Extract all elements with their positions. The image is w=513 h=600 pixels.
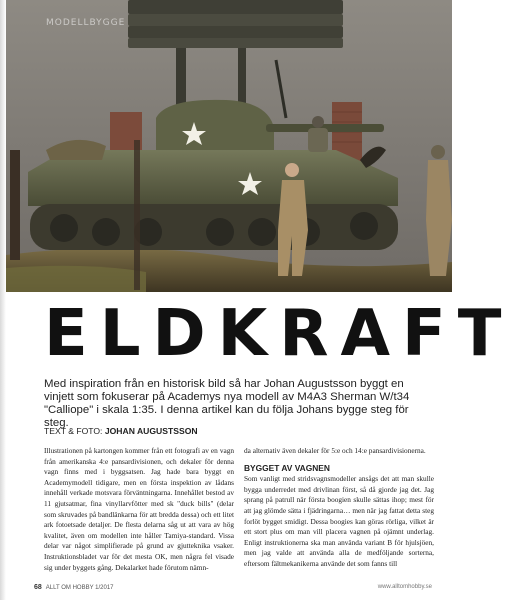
- byline: [44, 426, 198, 436]
- body-column-right: [244, 446, 434, 570]
- byline-author: JOHAN AUGUSTSSON: [104, 426, 198, 436]
- section-heading: BYGGET AV VAGNEN: [244, 462, 330, 473]
- body-column-left: [44, 446, 234, 573]
- byline-label: TEXT & FOTO:: [44, 426, 103, 436]
- page-footer: [34, 584, 114, 591]
- website-url: www.alltomhobby.se: [377, 584, 432, 590]
- body-paragraph-intro: Illustrationen på kartongen kommer från ett fotografi av en vagn från amerikanska 4:e pansardivisionen, och dekaler för denna vagn finns med i byggsatsen. Jag hade bara byggt en Academymodell tidigare, men en första inspektion av lådans innehåll verkade motsvara förväntningarna. Innehållet bestod av 11 gjutsatmar, fina vinyllarvfötter med sk "duck bills" (delar som skruvades på bandlänkarna för att bredda dessa) och ett litet ark fotoetsade detaljer. De flesta delarna såg ut att vara av hög kvalitet, även om modellen inte håller Tamiya-standard. Vissa delar var något simplifierade på grund av gjutteknika vsaker. Instruktionsbladet var för det mesta OK, men några fel visade sig under byggets gång. Dekalarket hade förutom nämn-: [44, 446, 234, 572]
- body-paragraph-build: Som vanligt med stridsvagnsmodeller ansågs det att man skulle bygga underredet med drivlinan först, så då gjorde jag det. Jag sprang på patrull när första boogien skulle sättas ihop; mest för att jag glömde sätta i fjädringarna… men när jag fattat detta steg forlöt bygget smidigt. Dessa boogies kan göras rörliga, vilket är ett stort plus om man vill placera vagnen på ojämnt underlag. Enligt instruktionerna ska man använda variant B för hjulsjöen, men jag valde att använda alla de medföljande sorterna, eftersom fältmekanikerna använde det som fanns till: [244, 474, 434, 568]
- sherman-calliope-diorama-image: [6, 0, 452, 292]
- article-lead: Med inspiration från en historisk bild så har Johan Augustsson byggt en vinjett som fokuserar på Academys nya modell av M4A3 Sherman W/t34 "Calliope" i skala 1:35. I denna artikel kan du följa Johans bygge steg för steg.: [44, 378, 410, 429]
- article-title: ELDKRAFT: [44, 297, 513, 371]
- magazine-issue: ALLT OM HOBBY 1/2017: [45, 584, 114, 591]
- page-number: 68: [34, 584, 42, 591]
- hero-photo: [6, 0, 452, 292]
- body-paragraph-continued: da alternativ även dekaler för 5:e och 14:e pansardivisionerna.: [244, 446, 426, 455]
- magazine-section-tag: MODELLBYGGE: [46, 18, 126, 28]
